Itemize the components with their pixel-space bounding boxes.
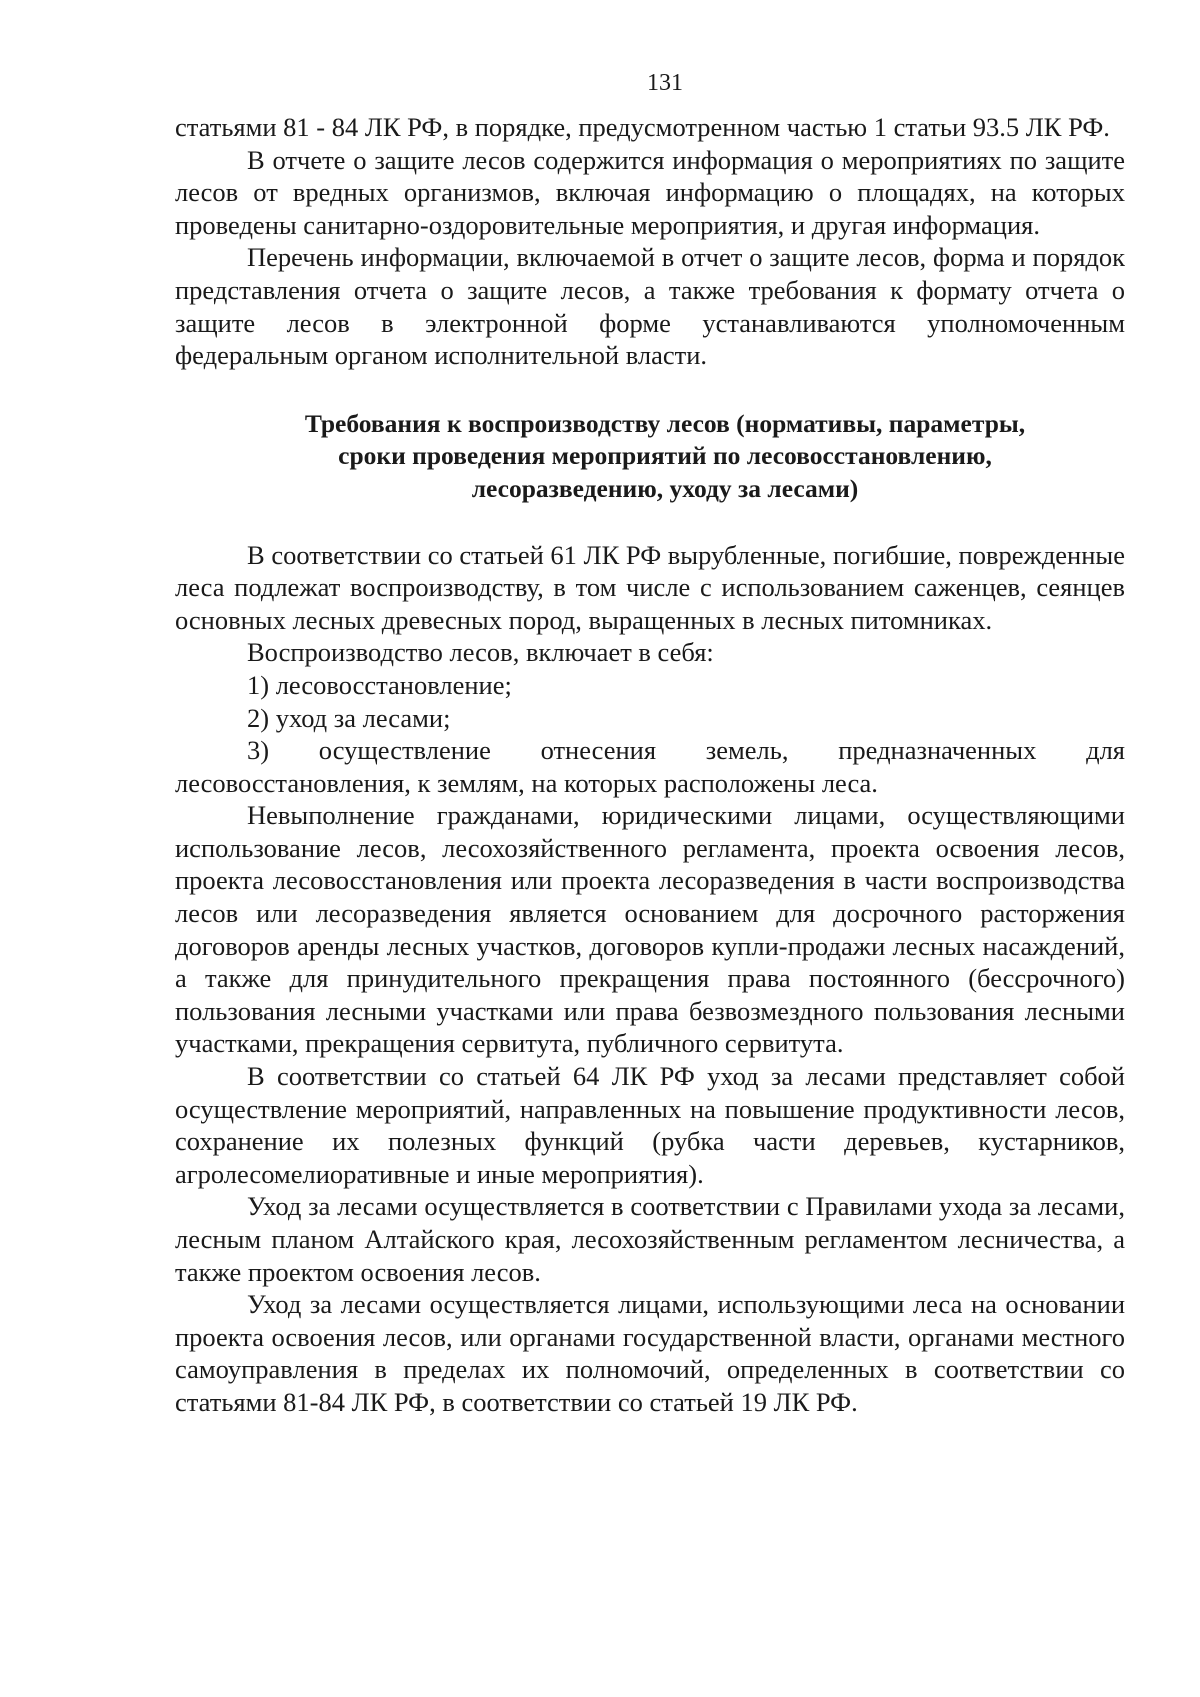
paragraph-report-content: В отчете о защите лесов содержится информация о мероприятиях по защите лесов от вредных организмов, включая информацию о площадях, на которых проведены санитарно-оздоровительные мероприятия, и другая информация. <box>175 144 1125 240</box>
list-item-3: 3) осуществление отнесения земель, предназначенных для лесовосстановления, к землям, на которых расположены леса. <box>175 735 1125 798</box>
section-heading-line-3: лесоразведению, уходу за лесами) <box>471 473 859 503</box>
list-item-2: 2) уход за лесами; <box>247 702 451 733</box>
paragraph-article-64: В соответствии со статьей 64 ЛК РФ уход за лесами представляет собой осуществление мероприятий, направленных на повышение продуктивности лесов, сохранение их полезных функций (рубка части деревьев, кустарников, агролесомелиоративные и иные мероприятия). <box>175 1061 1125 1189</box>
paragraph-care-rules: Уход за лесами осуществляется в соответствии с Правилами ухода за лесами, лесным планом Алтайского края, лесохозяйственным регламентом лесничества, а также проектом освоения лесов. <box>175 1191 1125 1287</box>
list-item-1: 1) лесовосстановление; <box>247 669 512 700</box>
document-page <box>175 70 1125 1419</box>
paragraph-care-performers: Уход за лесами осуществляется лицами, использующими леса на основании проекта освоения лесов, или органами государственной власти, органами местного самоуправления в пределах их полномочий, определенных в соответствии со статьями 81-84 ЛК РФ, в соответствии со статьей 19 ЛК РФ. <box>175 1289 1125 1417</box>
paragraph-article-61: В соответствии со статьей 61 ЛК РФ вырубленные, погибшие, поврежденные леса подлежат воспроизводству, в том числе с использованием саженцев, сеянцев основных лесных древесных пород, выращенных в лесных питомниках. <box>175 539 1125 635</box>
paragraph-non-compliance: Невыполнение гражданами, юридическими лицами, осуществляющими использование лесов, лесохозяйственного регламента, проекта освоения лесов, проекта лесовосстановления или проекта лесоразведения в части воспроизводства лесов или лесоразведения является основанием для досрочного расторжения договоров аренды лесных участков, договоров купли-продажи лесных насаждений, а также для принудительного прекращения права постоянного (бессрочного) пользования лесными участками или права безвозмездного пользования лесными участками, прекращения сервитута, публичного сервитута. <box>175 800 1125 1059</box>
paragraph-continuation: статьями 81 - 84 ЛК РФ, в порядке, предусмотренном частью 1 статьи 93.5 ЛК РФ. <box>175 112 1110 142</box>
section-heading-line-1: Требования к воспроизводству лесов (нормативы, параметры, <box>304 408 1026 438</box>
section-heading-line-2: сроки проведения мероприятий по лесовосстановлению, <box>338 441 992 471</box>
paragraph-report-format: Перечень информации, включаемой в отчет о защите лесов, форма и порядок представления отчета о защите лесов, а также требования к формату отчета о защите лесов в электронной форме устанавливаются уполномоченным федеральным органом исполнительной власти. <box>175 242 1125 371</box>
paragraph-reproduction-includes: Воспроизводство лесов, включает в себя: <box>247 637 714 668</box>
page-number: 131 <box>647 70 683 96</box>
section-heading <box>175 408 1125 506</box>
